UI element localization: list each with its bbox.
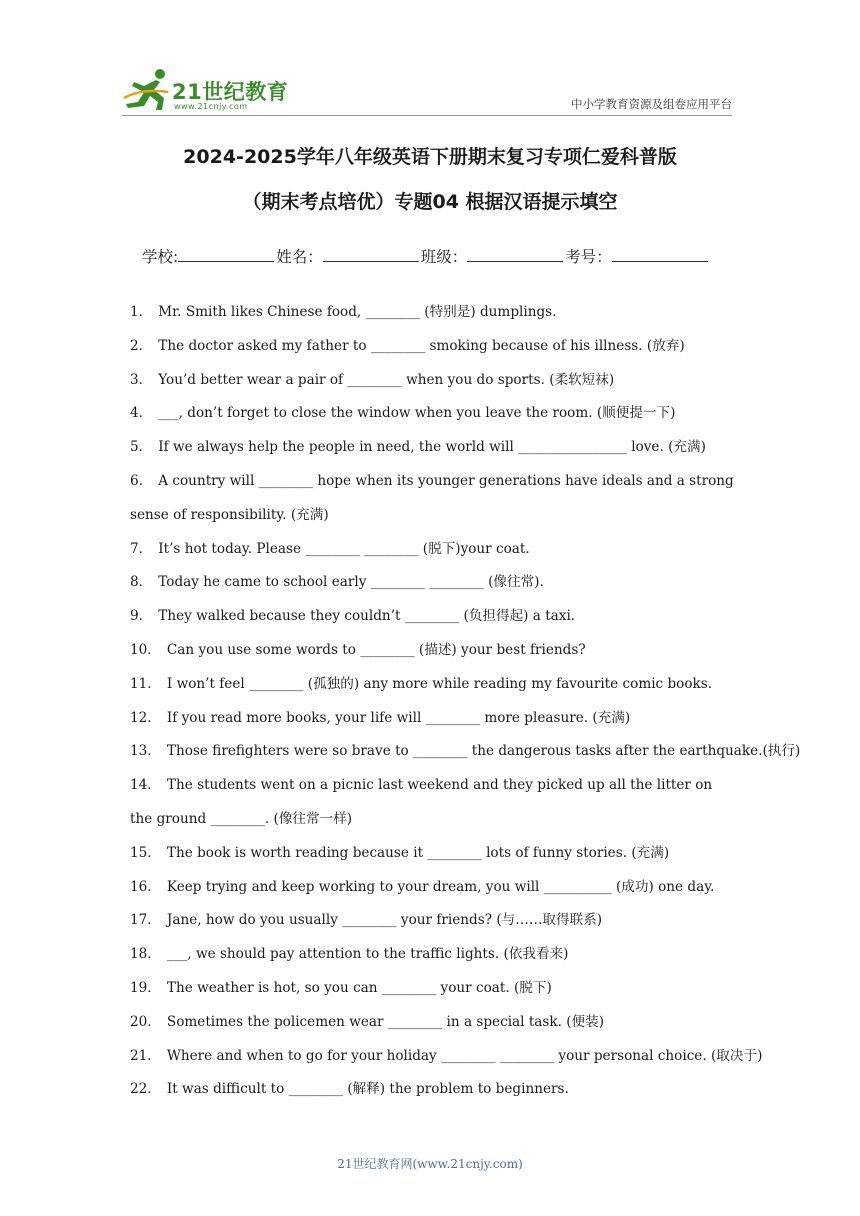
question-number: 12． [130, 709, 161, 726]
exam-number-label: 考号： [565, 248, 612, 266]
question-number: 7． [130, 540, 153, 557]
question-item [130, 364, 734, 398]
header-divider [122, 115, 732, 116]
question-text: Those firefighters were so brave to ________ the dangerous tasks after the earthquake.(执行) [166, 743, 801, 760]
question-item [130, 296, 734, 330]
question-item [130, 1006, 734, 1040]
question-number: 21． [130, 1047, 161, 1064]
question-number: 15． [130, 844, 161, 861]
question-number: 1． [130, 304, 153, 320]
logo [122, 66, 292, 114]
question-item [130, 972, 734, 1006]
question-number: 3． [130, 371, 153, 388]
question-text: The students went on a picnic last weekend and they picked up all the litter on the ground ________. (像往常一样) [130, 777, 713, 827]
question-number: 10． [130, 641, 161, 658]
question-text: I won’t feel ________ (孤独的) any more while reading my favourite comic books. [166, 675, 713, 692]
question-number: 20． [130, 1013, 161, 1030]
class-blank [467, 246, 563, 262]
logo-text: 21世纪教育 [172, 80, 289, 104]
exam-number-blank [612, 246, 708, 262]
question-number: 8． [130, 574, 153, 591]
question-text: It was difficult to ________ (解释) the problem to beginners. [166, 1081, 569, 1098]
platform-tagline: 中小学教育资源及组卷应用平台 [571, 97, 732, 111]
page-header [122, 66, 732, 116]
question-number: 17． [130, 912, 161, 929]
question-text: If we always help the people in need, the world will ________________ love. (充满) [158, 439, 706, 456]
question-text: Sometimes the policemen wear ________ in a special task. (便装) [166, 1013, 605, 1030]
logo-url: www.21cnjy.com [174, 102, 248, 111]
question-number: 14． [130, 777, 161, 794]
question-number: 22． [130, 1081, 161, 1098]
question-item [130, 904, 734, 938]
question-text: Can you use some words to ________ (描述) your best friends? [166, 641, 586, 658]
question-number: 6． [130, 472, 153, 489]
question-number: 2． [130, 337, 153, 354]
student-info-row [142, 245, 710, 267]
question-item [130, 1073, 734, 1107]
question-number: 5． [130, 439, 153, 456]
question-text: The weather is hot, so you can ________ your coat. (脱下) [166, 979, 552, 996]
question-item [130, 465, 734, 533]
question-text: A country will ________ hope when its younger generations have ideals and a strong sense of responsibility. (充满) [130, 472, 734, 523]
question-text: The book is worth reading because it ________ lots of funny stories. (充满) [166, 844, 670, 861]
question-text: Where and when to go for your holiday ________ ________ your personal choice. (取决于) [166, 1047, 763, 1064]
question-text: It’s hot today. Please ________ ________ (脱下)your coat. [158, 540, 530, 557]
school-blank [178, 246, 274, 262]
question-item [130, 769, 734, 837]
question-item [130, 938, 734, 972]
question-number: 11． [130, 675, 161, 692]
runner-logo-icon [122, 68, 174, 112]
question-text: Jane, how do you usually ________ your friends? (与……取得联系) [166, 912, 603, 929]
question-item [130, 330, 734, 364]
question-text: You’d better wear a pair of ________ when you do sports. (柔软短袜) [158, 371, 615, 388]
question-text: The doctor asked my father to ________ smoking because of his illness. (放弃) [158, 337, 685, 354]
question-item [130, 533, 734, 567]
question-number: 13． [130, 743, 161, 760]
question-text: Today he came to school early ________ ________ (像往常). [158, 574, 544, 591]
question-text: They walked because they couldn’t ________ (负担得起) a taxi. [158, 608, 576, 625]
document-title: 2024-2025学年八年级英语下册期末复习专项仁爱科普版 [183, 146, 677, 168]
school-label: 学校: [142, 248, 179, 266]
question-item [130, 600, 734, 634]
question-number: 19． [130, 979, 161, 996]
question-number: 16． [130, 878, 161, 895]
question-item [130, 1040, 763, 1074]
question-text: ___, don’t forget to close the window when you leave the room. (顺便提一下) [158, 405, 676, 422]
question-item [130, 871, 734, 905]
class-label: 班级： [420, 248, 468, 266]
question-text: Keep trying and keep working to your dream, you will __________ (成功) one day. [166, 878, 715, 895]
question-text: If you read more books, your life will ________ more pleasure. (充满) [166, 709, 631, 726]
question-item [130, 837, 734, 871]
question-text: ___, we should pay attention to the traffic lights. (依我看来) [166, 946, 569, 963]
name-label: 姓名： [276, 248, 323, 266]
question-number: 4． [130, 405, 153, 422]
document-subtitle: （期末考点培优）专题04 根据汉语提示填空 [242, 191, 618, 213]
question-text: Mr. Smith likes Chinese food, ________ (特别是) dumplings. [158, 304, 557, 320]
page-footer: 21世纪教育网(www.21cnjy.com) [337, 1157, 523, 1171]
question-item [130, 566, 734, 600]
question-number: 18． [130, 946, 161, 963]
question-list [130, 296, 801, 1107]
question-item [130, 702, 734, 736]
question-item [130, 668, 734, 702]
name-blank [323, 246, 419, 262]
question-item [130, 431, 734, 465]
question-item [130, 735, 801, 769]
question-item [130, 634, 734, 668]
question-item [130, 397, 734, 431]
question-number: 9． [130, 608, 153, 625]
